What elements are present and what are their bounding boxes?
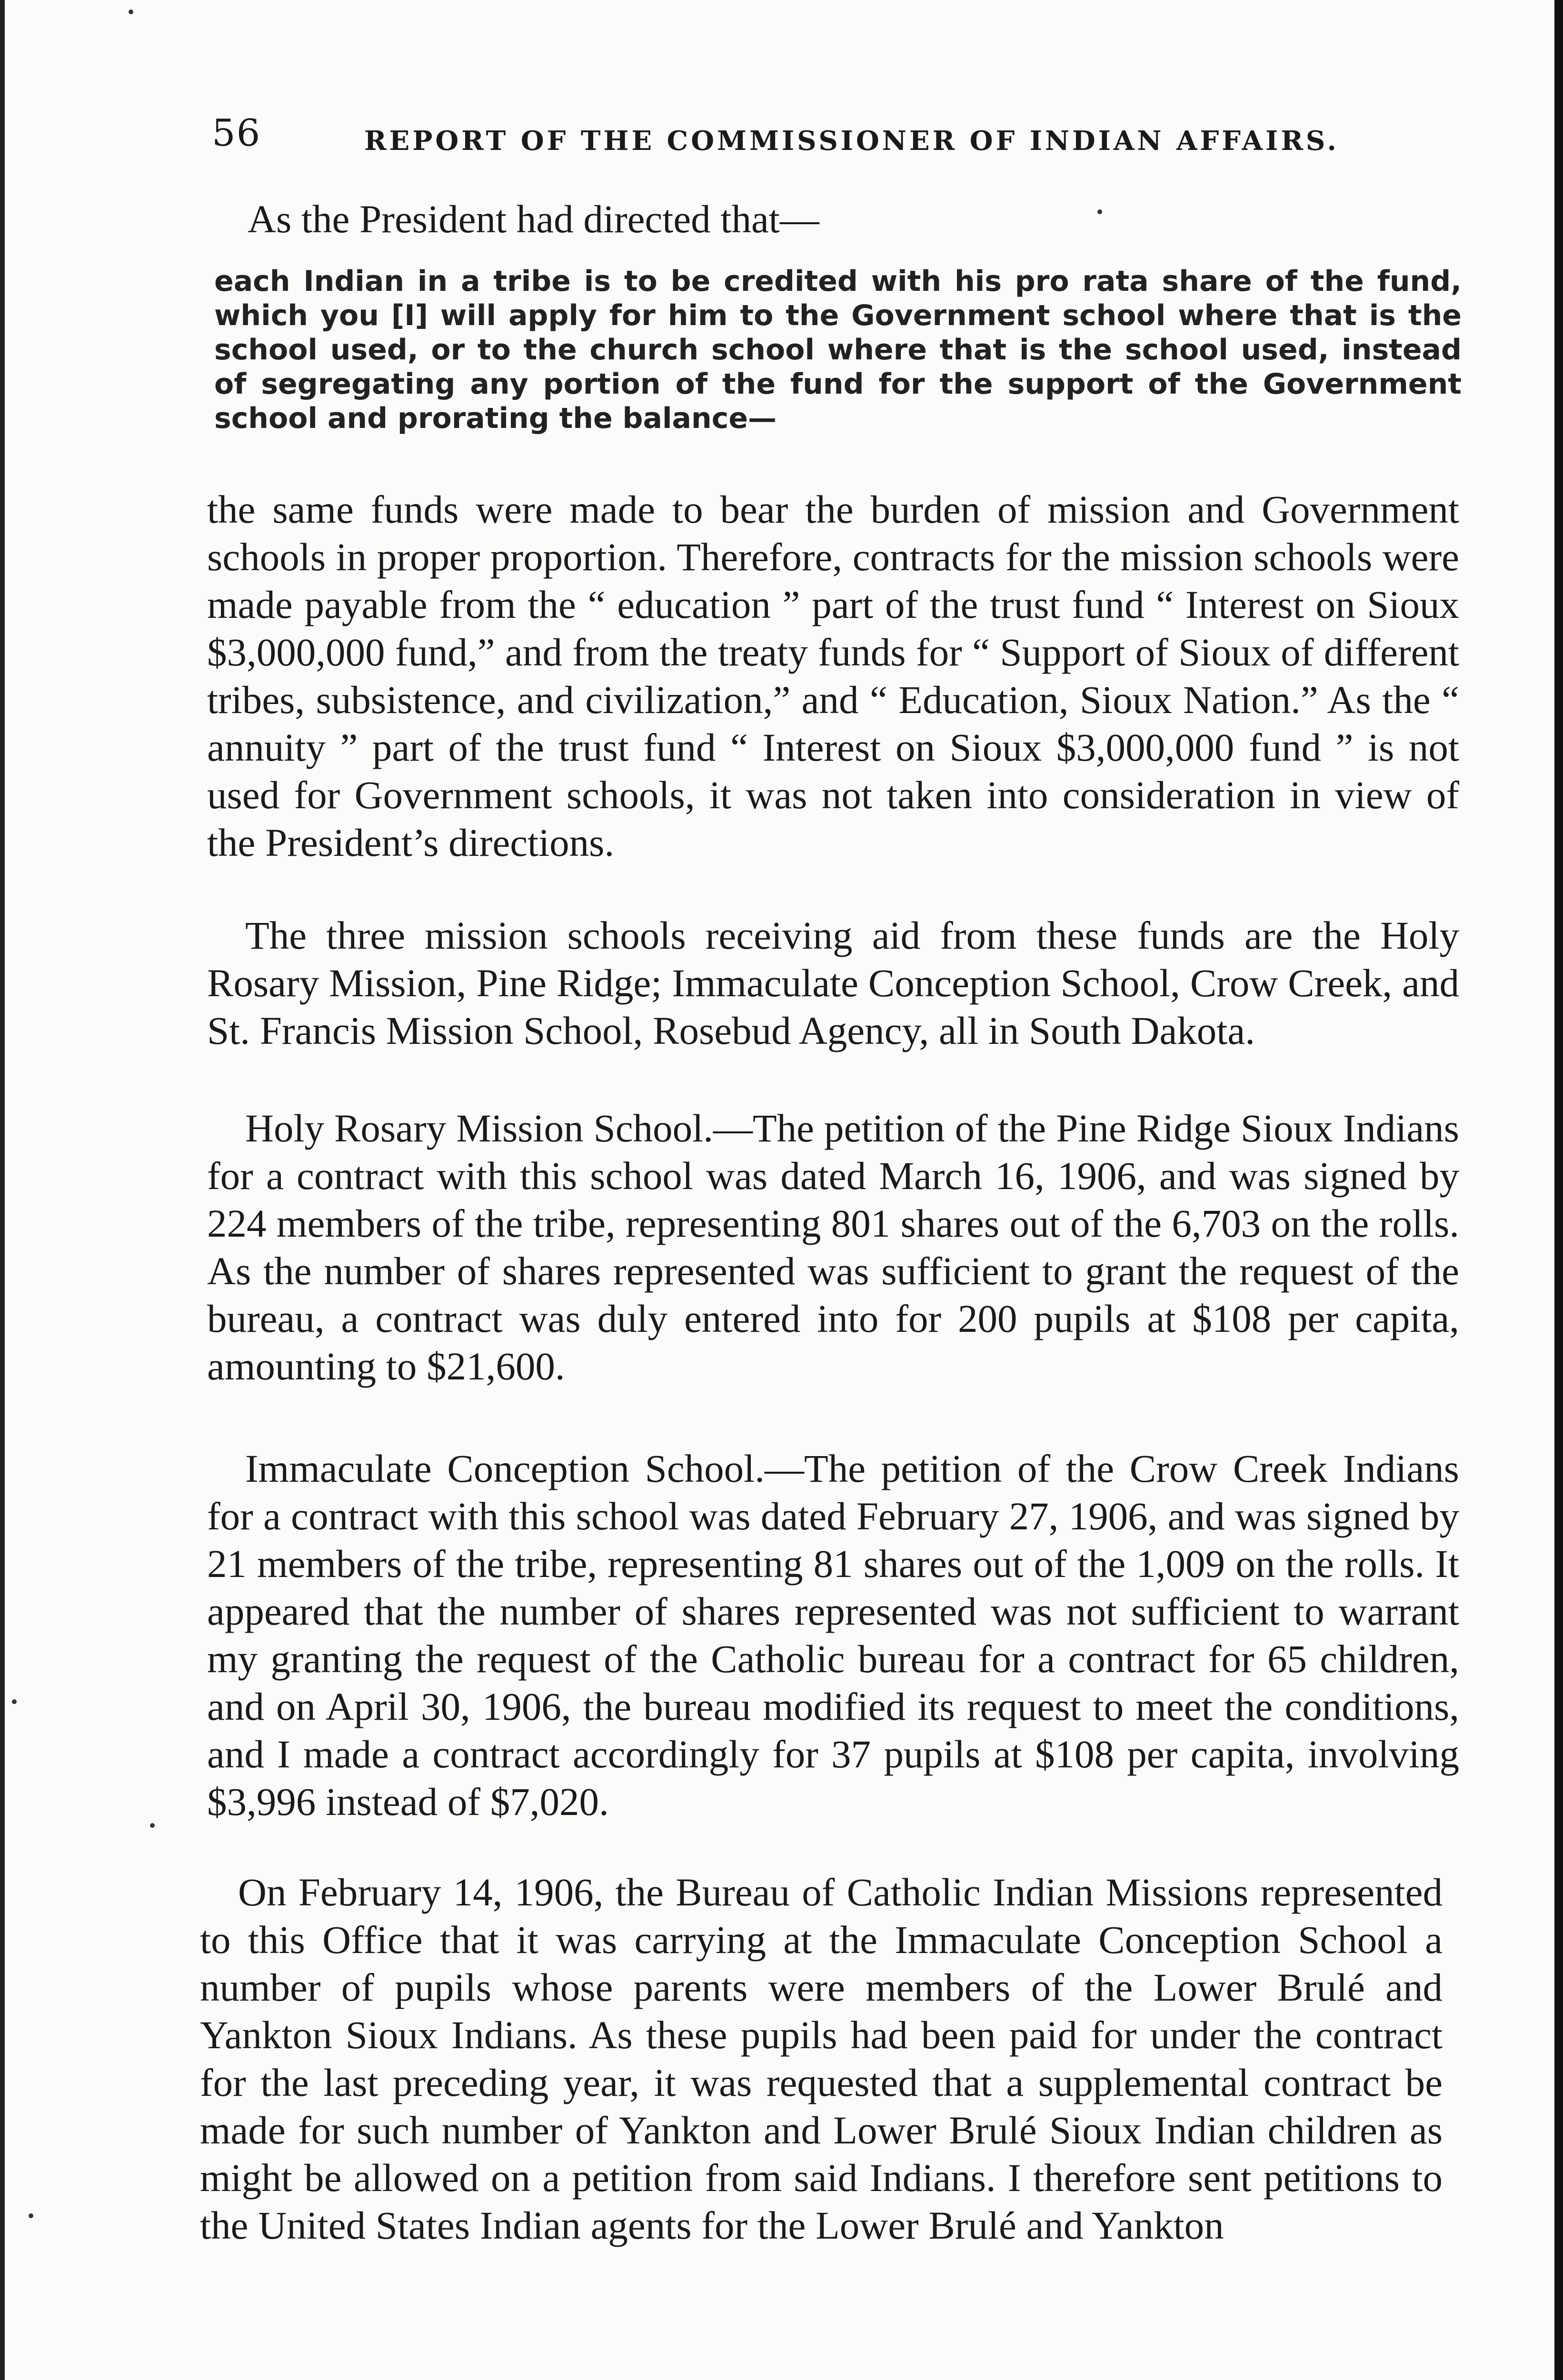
scan-speck [1097, 209, 1102, 214]
heading-immaculate-conception: Immaculate Conception School. [245, 1447, 765, 1490]
paragraph-immaculate-conception [207, 1445, 1459, 1825]
scan-speck [150, 1823, 155, 1828]
scan-speck [12, 1699, 17, 1704]
page-header [212, 112, 1339, 164]
paragraph-funds: the same funds were made to bear the burden of mission and Government schools in proper proportion. Therefore, contracts for the mission schools were made payable from the “ education ” part of the trust fund “ Interest on Sioux $3,000,000 fund,” and from the treaty funds for “ Support of Sioux of different tribes, subsistence, and civilization,” and “ Education, Sioux Nation.” As the “ annuity ” part of the trust fund “ Interest on Sioux $3,000,000 fund ” is not used for Government schools, it was not taken into consideration in view of the President’s directions. [207, 487, 1459, 864]
page-number: 56 [212, 112, 261, 155]
scan-speck [29, 2213, 33, 2218]
scan-edge-left [0, 0, 5, 2380]
holy-rosary-text: —The petition of the Pine Ridge Sioux Indians for a contract with this school was dated March 16, 1906, and was signed by 224 members of the tribe, representing 801 shares out of the 6,703 on the rolls. As the number of shares represented was sufficient to grant the request of the bureau, a contract was duly entered into for 200 pupils at $108 per capita, amounting to $21,600. [207, 1106, 1459, 1388]
scan-speck [129, 10, 133, 14]
heading-holy-rosary: Holy Rosary Mission School. [245, 1106, 713, 1150]
immaculate-conception-text: —The petition of the Crow Creek Indians for a contract with this school was dated February 27, 1906, and was signed by 21 members of the tribe, representing 81 shares out of the 1,009 on the rolls. It appeared that the number of shares represented was not sufficient to warrant my granting the request of the Catholic bureau for a contract for 65 children, and on April 30, 1906, the bureau modified its request to meet the conditions, and I made a contract accordingly for 37 pupils at $108 per capita, involving $3,996 instead of $7,020. [207, 1447, 1459, 1824]
paragraph-mission-schools: The three mission schools receiving aid from these funds are the Holy Rosary Mission, Pine Ridge; Immaculate Conception School, Crow Creek, and St. Francis Mission School, Rosebud Agency, all in South Dakota. [207, 913, 1459, 1052]
intro-line: As the President had directed that— [248, 197, 819, 241]
scan-edge-right [1554, 0, 1563, 2380]
paragraph-supplemental-contract: On February 14, 1906, the Bureau of Catholic Indian Missions represented to this Office that it was carrying at the Immaculate Conception School a number of pupils whose parents were members of the Lower Brulé and Yankton Sioux Indians. As these pupils had been paid for under the contract for the last preceding year, it was requested that a supplemental contract be made for such number of Yankton and Lower Brulé Sioux Indian children as might be allowed on a petition from said Indians. I therefore sent petitions to the United States Indian agents for the Lower Brulé and Yankton [200, 1870, 1443, 2247]
paragraph-holy-rosary [207, 1104, 1459, 1390]
running-head: REPORT OF THE COMMISSIONER OF INDIAN AFFAIRS. [364, 125, 1339, 157]
block-quote: each Indian in a tribe is to be credited with his pro rata share of the fund, which you [I] will apply for him to the Government school where that is the school used, or to the church school where that is the school used, instead of segregating any portion of the fund for the support of the Government school and prorating the balance— [214, 265, 1462, 435]
